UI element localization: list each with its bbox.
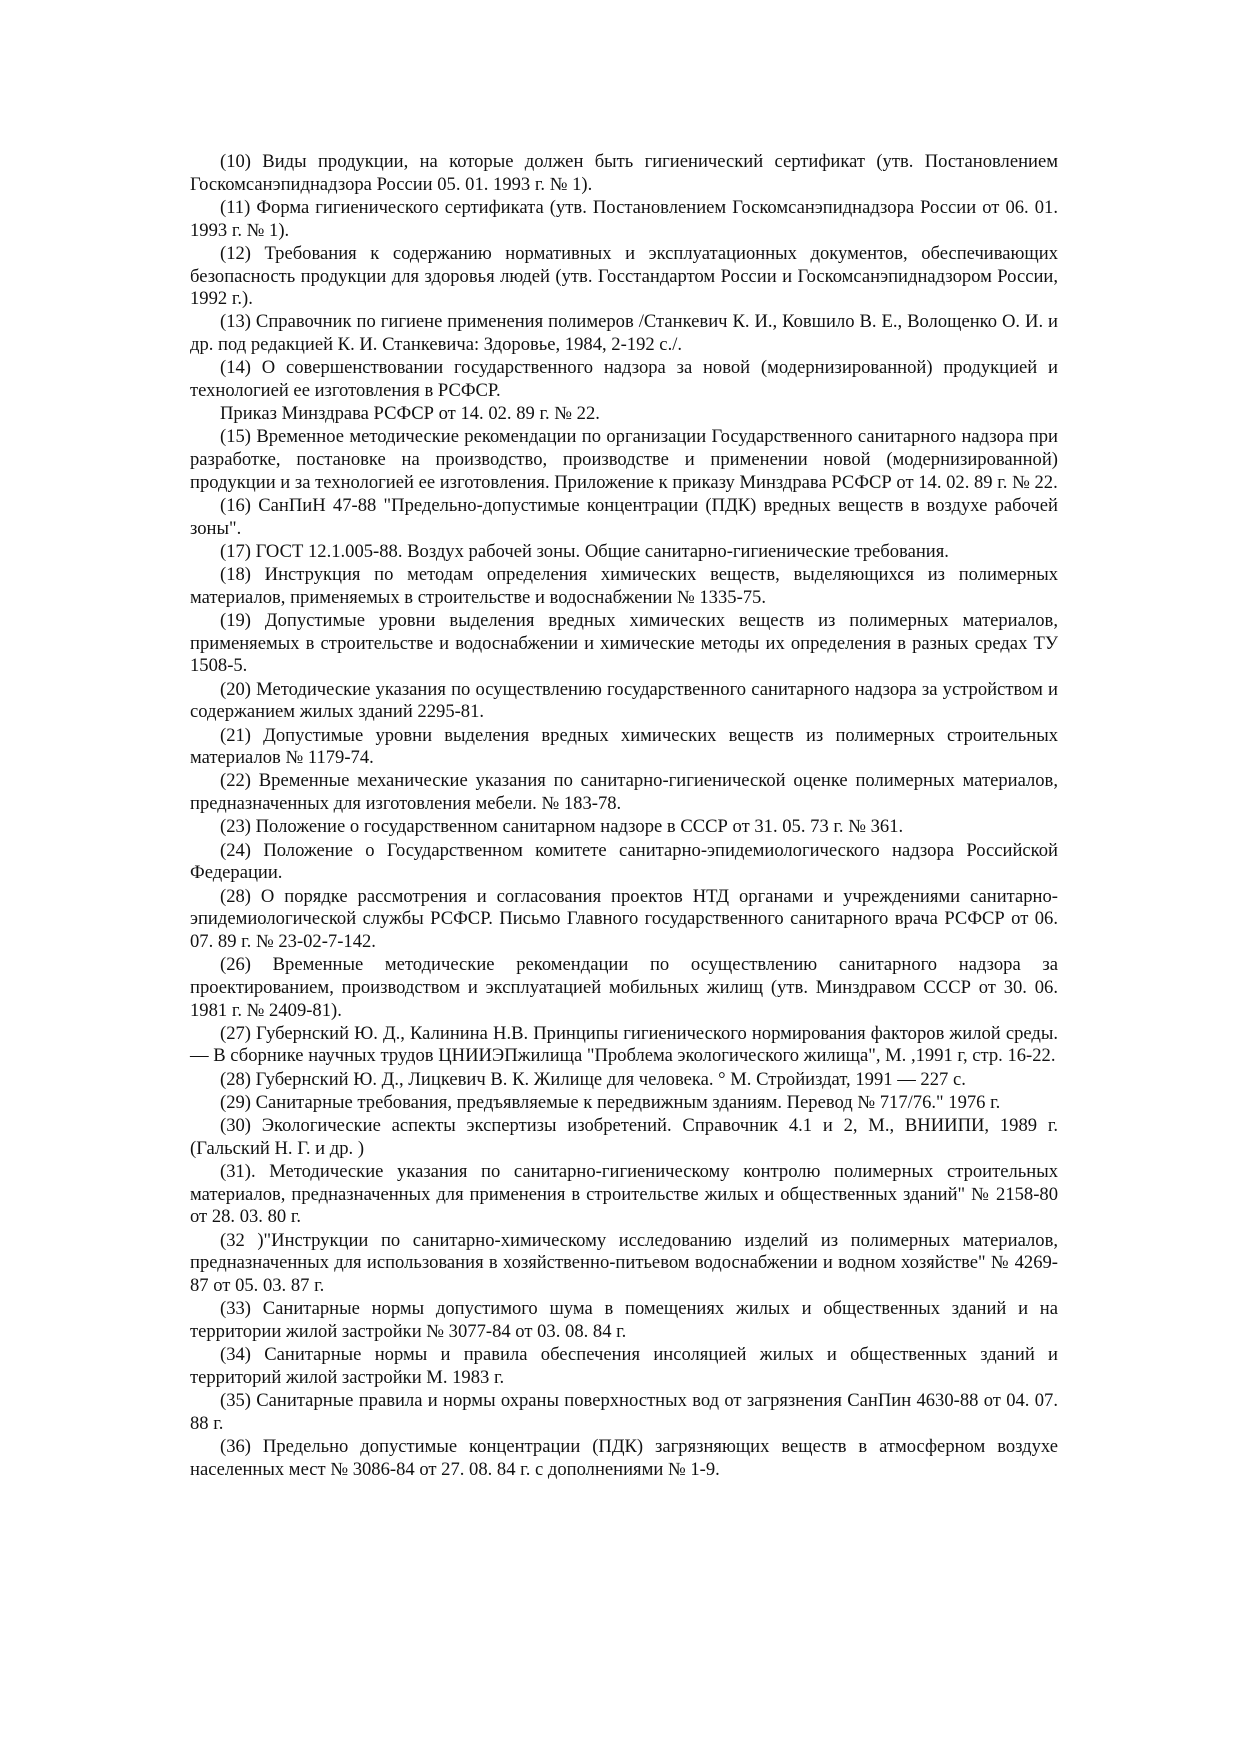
reference-item: (32 )"Инструкции по санитарно-химическому исследованию изделий из полимерных материалов, предназначенных для использования в хозяйственно-питьевом водоснабжении и водном хозяйстве" № 4269-87 от 05. 03. 87 г. — [190, 1229, 1058, 1296]
reference-item: (10) Виды продукции, на которые должен быть гигиенический сертификат (утв. Постановлением Госкомсанэпиднадзора России 05. 01. 1993 г. № 1). — [190, 151, 1058, 195]
reference-item: (13) Справочник по гигиене применения полимеров /Станкевич К. И., Ковшило В. Е., Волощенко О. И. и др. под редакцией К. И. Станкевича: Здоровье, 1984, 2-192 с./. — [190, 311, 1058, 356]
reference-item: (21) Допустимые уровни выделения вредных химических веществ из полимерных строительных материалов № 1179-74. — [190, 724, 1058, 769]
reference-item: (36) Предельно допустимые концентрации (ПДК) загрязняющих веществ в атмосферном воздухе населенных мест № 3086-84 от 27. 08. 84 г. с дополнениями № 1-9. — [190, 1435, 1058, 1480]
reference-item: (19) Допустимые уровни выделения вредных химических веществ из полимерных материалов, применяемых в строительстве и водоснабжении и химические методы их определения в разных средах ТУ 1508-5. — [190, 610, 1058, 677]
reference-item: (24) Положение о Государственном комитете санитарно-эпидемиологического надзора Российской Федерации. — [190, 839, 1058, 884]
reference-item: (23) Положение о государственном санитарном надзоре в СССР от 31. 05. 73 г. № 361. — [220, 816, 904, 838]
reference-item: (14) О совершенствовании государственного надзора за новой (модернизированной) продукцией и технологией ее изготовления в РСФСР. — [190, 357, 1058, 402]
reference-item: (28) О порядке рассмотрения и согласования проектов НТД органами и учреждениями санитарно-эпидемиологической службы РСФСР. Письмо Главного государственного санитарного врача РСФСР от 06. 07. 89 г. № 23-02-7-142. — [190, 885, 1058, 952]
reference-item: (33) Санитарные нормы допустимого шума в помещениях жилых и общественных зданий и на территории жилой застройки № 3077-84 от 03. 08. 84 г. — [190, 1298, 1058, 1342]
reference-item: (27) Губернский Ю. Д., Калинина Н.В. Принципы гигиенического нормирования факторов жилой среды. — В сборнике научных трудов ЦНИИЭПжилища "Проблема экологического жилища", М. ,1991 г, стр. 16-22. — [190, 1022, 1058, 1067]
reference-item: (20) Методические указания по осуществлению государственного санитарного надзора за устройством и содержанием жилых зданий 2295-81. — [190, 678, 1058, 723]
reference-item: (28) Губернский Ю. Д., Лицкевич В. К. Жилище для человека. ° М. Стройиздат, 1991 — 227 с. — [220, 1068, 966, 1090]
reference-item: (35) Санитарные правила и нормы охраны поверхностных вод от загрязнения СанПин 4630-88 от 04. 07. 88 г. — [190, 1389, 1058, 1434]
reference-item: (16) СанПиН 47-88 "Предельно-допустимые концентрации (ПДК) вредных веществ в воздухе рабочей зоны". — [190, 495, 1058, 539]
reference-item: (17) ГОСТ 12.1.005-88. Воздух рабочей зоны. Общие санитарно-гигиенические требования. — [220, 540, 949, 562]
reference-item: Приказ Минздрава РСФСР от 14. 02. 89 г. № 22. — [220, 403, 600, 425]
reference-item: (15) Временное методические рекомендации по организации Государственного санитарного надзора при разработке, постановке на производство, производстве и применении новой (модернизированной) продукции и за технологией ее изготовления. Приложение к приказу Минздрава РСФСР от 14. 02. 89 г. № 22. — [190, 426, 1058, 493]
reference-item: (31). Методические указания по санитарно-гигиеническому контролю полимерных строительных материалов, предназначенных для применения в строительстве жилых и общественных зданий" № 2158-80 от 28. 03. 80 г. — [190, 1160, 1058, 1228]
reference-item: (11) Форма гигиенического сертификата (утв. Постановлением Госкомсанэпиднадзора России от 06. 01. 1993 г. № 1). — [190, 196, 1058, 241]
reference-item: (29) Санитарные требования, предъявляемые к передвижным зданиям. Перевод № 717/76." 1976 г. — [220, 1091, 1001, 1113]
reference-item: (12) Требования к содержанию нормативных и эксплуатационных документов, обеспечивающих безопасность продукции для здоровья людей (утв. Госстандартом России и Госкомсанэпиднадзором России, 1992 г.). — [190, 242, 1058, 310]
reference-item: (18) Инструкция по методам определения химических веществ, выделяющихся из полимерных материалов, применяемых в строительстве и водоснабжении № 1335-75. — [190, 564, 1058, 608]
reference-item: (22) Временные механические указания по санитарно-гигиенической оценке полимерных материалов, предназначенных для изготовления мебели. № 183-78. — [190, 770, 1058, 815]
reference-item: (30) Экологические аспекты экспертизы изобретений. Справочник 4.1 и 2, М., ВНИИПИ, 1989 г. (Гальский Н. Г. и др. ) — [190, 1115, 1058, 1159]
reference-item: (34) Санитарные нормы и правила обеспечения инсоляцией жилых и общественных зданий и территорий жилой застройки М. 1983 г. — [190, 1344, 1058, 1388]
reference-item: (26) Временные методические рекомендации по осуществлению санитарного надзора за проектированием, производством и эксплуатацией мобильных жилищ (утв. Минздравом СССР от 30. 06. 1981 г. № 2409-81). — [190, 954, 1058, 1021]
reference-list — [190, 151, 1058, 1482]
